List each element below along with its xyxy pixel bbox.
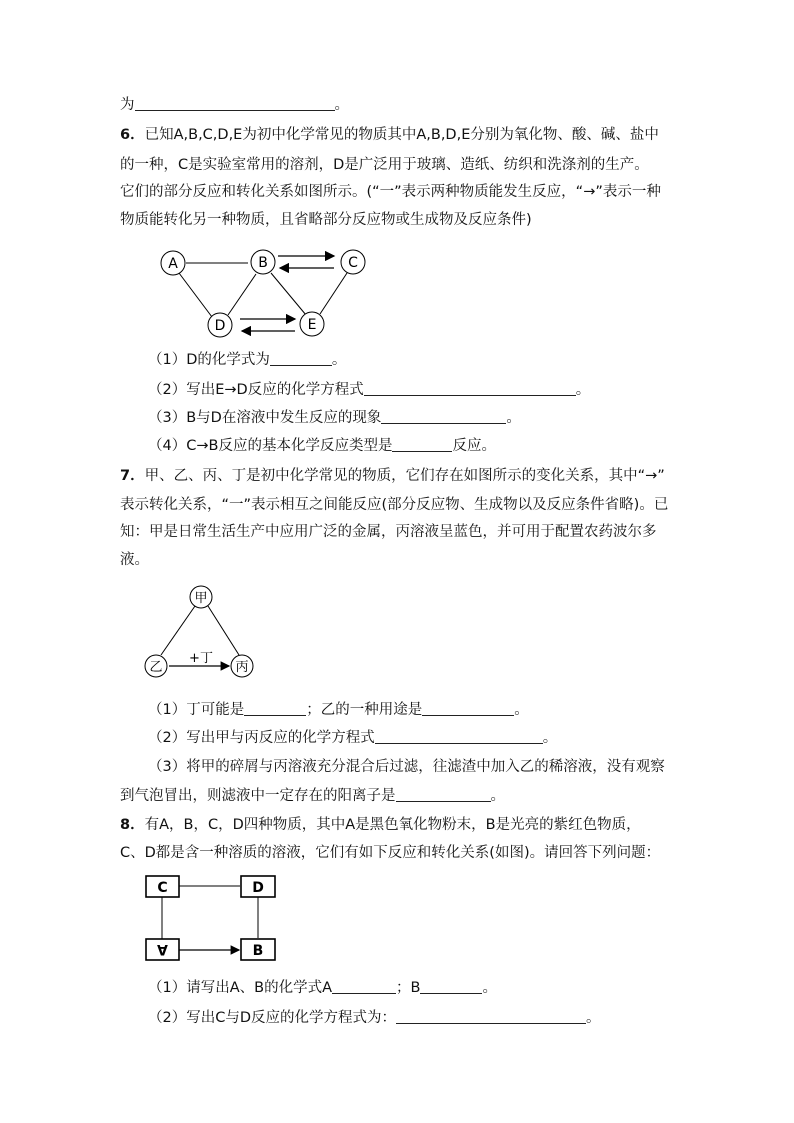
- node-A: [161, 251, 185, 275]
- q7-sub-3-line-1: （3）将甲的碎屑与丙溶液充分混合后过滤，往滤渣中加入乙的稀溶液，没有观察: [148, 759, 665, 775]
- q6-sub-4: （4）C→B反应的基本化学反应类型是 反应。: [148, 438, 496, 454]
- edge-A-D: [179, 273, 212, 317]
- q6-diagram: [150, 240, 380, 345]
- q8-sub-1: （1）请写出A、B的化学式A ；B 。: [148, 980, 497, 996]
- q7-line-1: 7．甲、乙、丙、丁是初中化学常见的物质，它们存在如图所示的变化关系，其中“→”: [120, 468, 665, 484]
- answer-blank[interactable]: [396, 786, 491, 802]
- arrow-label: +丁: [189, 651, 213, 666]
- q6-line-1: 6．已知A,B,C,D,E为初中化学常见的物质其中A,B,D,E分别为氧化物、酸、碱、盐中: [120, 127, 659, 143]
- node-C: [341, 250, 365, 274]
- svg-text:甲: 甲: [194, 591, 208, 606]
- answer-blank[interactable]: [396, 1008, 586, 1024]
- q8-line-1: 8．有A，B，C，D四种物质，其中A是黑色氧化物粉末，B是光亮的紫红色物质，: [120, 817, 641, 833]
- svg-text:A: A: [168, 256, 178, 272]
- edge-B-D: [228, 274, 256, 315]
- edge-jia-bing: [208, 606, 239, 655]
- node-D: [241, 876, 275, 897]
- q8-diagram: [143, 873, 283, 968]
- q7-line-2: 表示转化关系，“一”表示相互之间能反应(部分反应物、生成物以及反应条件省略)。已: [120, 497, 669, 513]
- answer-blank[interactable]: [392, 436, 452, 452]
- node-jia: [190, 586, 212, 608]
- answer-blank[interactable]: [135, 95, 335, 111]
- edge-B-E: [271, 273, 306, 315]
- q7-line-4: 液。: [120, 552, 149, 568]
- node-C: [146, 876, 179, 897]
- q8-line-2: C、D都是含一种溶质的溶液，它们有如下反应和转化关系(如图)。请回答下列问题：: [120, 845, 661, 861]
- q6-line-4: 物质能转化另一种物质，且省略部分反应物或生成物及反应条件): [120, 212, 532, 228]
- svg-text:D: D: [214, 318, 226, 334]
- q8-sub-2: （2）写出C与D反应的化学方程式为： 。: [148, 1010, 601, 1026]
- answer-blank[interactable]: [381, 408, 506, 424]
- svg-text:丙: 丙: [235, 660, 249, 675]
- answer-blank[interactable]: [422, 700, 514, 716]
- edge-jia-yi: [161, 606, 195, 655]
- answer-blank[interactable]: [364, 380, 576, 396]
- node-bing: [231, 655, 253, 677]
- q6-number: 6．: [120, 127, 145, 143]
- svg-text:D: D: [252, 880, 264, 896]
- svg-text:B: B: [258, 255, 268, 271]
- svg-text:乙: 乙: [149, 660, 163, 675]
- q6-line-3: 它们的部分反应和转化关系如图所示。(“一”表示两种物质能发生反应，“→”表示一种: [120, 184, 661, 200]
- answer-blank[interactable]: [270, 350, 332, 366]
- q7-sub-3-line-2: 到气泡冒出，则滤液中一定存在的阳离子是 。: [120, 788, 505, 804]
- svg-text:C: C: [348, 255, 358, 271]
- q7-line-3: 知：甲是日常生活生产中应用广泛的金属，丙溶液呈蓝色，并可用于配置农药波尔多: [120, 524, 657, 540]
- answer-blank[interactable]: [332, 978, 396, 994]
- node-B: [251, 250, 275, 274]
- svg-text:C: C: [157, 880, 168, 896]
- q6-sub-3: （3）B与D在溶液中发生反应的现象 。: [148, 410, 521, 426]
- q6-line-2: 的一种，C是实验室常用的溶剂，D是广泛用于玻璃、造纸、纺织和洗涤剂的生产。: [120, 157, 649, 173]
- q7-sub-1: （1）丁可能是 ；乙的一种用途是 。: [148, 702, 529, 718]
- svg-text:E: E: [307, 317, 317, 333]
- q7-sub-2: （2）写出甲与丙反应的化学方程式 。: [148, 730, 558, 746]
- q6-sub-2: （2）写出E→D反应的化学方程式 。: [148, 382, 591, 398]
- answer-blank[interactable]: [420, 978, 482, 994]
- svg-text:B: B: [252, 943, 264, 959]
- node-A: [146, 939, 179, 960]
- q6-sub-1: （1）D的化学式为 。: [148, 352, 347, 368]
- answer-blank[interactable]: [375, 728, 543, 744]
- node-yi: [145, 655, 167, 677]
- continuation-line: 为 。: [120, 97, 349, 113]
- svg-text:A: A: [157, 941, 168, 957]
- node-E: [300, 312, 324, 336]
- edge-C-E: [320, 273, 347, 314]
- answer-blank[interactable]: [244, 700, 306, 716]
- node-B: [241, 939, 275, 960]
- q7-number: 7．: [120, 468, 145, 484]
- q8-number: 8．: [120, 817, 145, 833]
- node-D: [208, 313, 232, 337]
- q7-diagram: [140, 582, 260, 682]
